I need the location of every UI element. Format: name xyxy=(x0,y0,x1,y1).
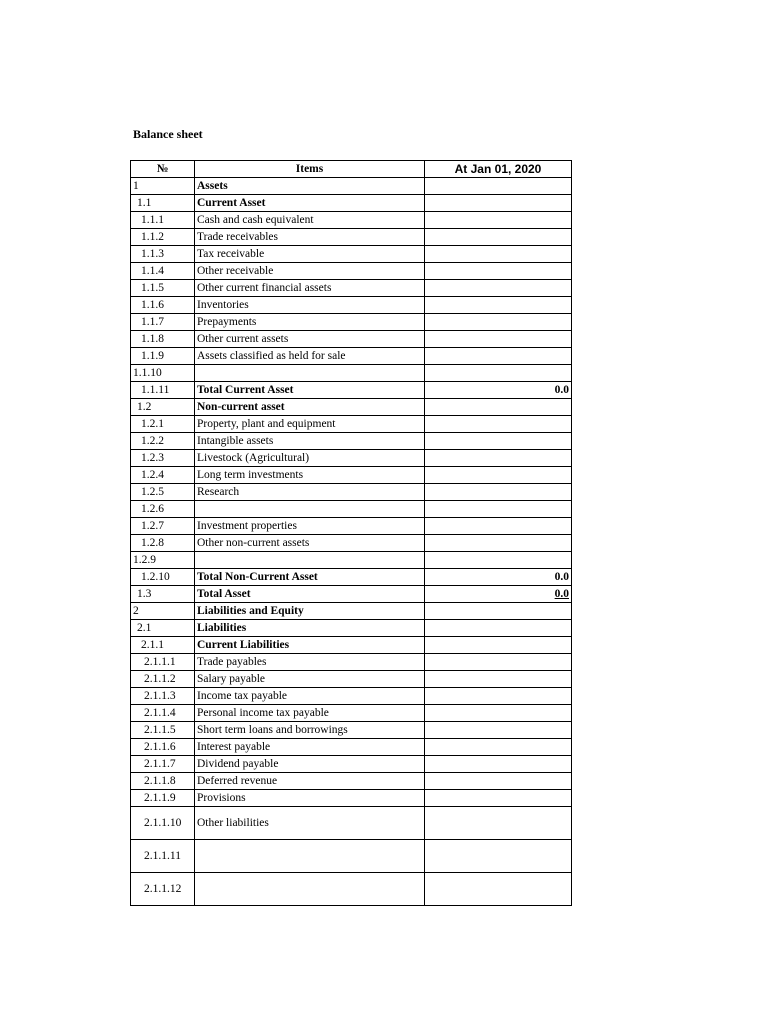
row-number-cell: 2.1.1.1 xyxy=(131,654,195,671)
row-value-cell xyxy=(425,620,572,637)
table-row xyxy=(131,705,572,722)
table-row xyxy=(131,756,572,773)
row-number-cell: 2.1.1.2 xyxy=(131,671,195,688)
row-item-cell: Personal income tax payable xyxy=(195,705,425,722)
row-number-cell: 1.2.10 xyxy=(131,569,195,586)
row-number-cell: 2.1.1.6 xyxy=(131,739,195,756)
row-value-cell xyxy=(425,314,572,331)
table-row xyxy=(131,569,572,586)
row-item-cell: Inventories xyxy=(195,297,425,314)
row-value-cell xyxy=(425,382,572,399)
row-item-cell xyxy=(195,552,425,569)
header-value: At Jan 01, 2020 xyxy=(425,161,572,178)
row-number-cell: 1.2.4 xyxy=(131,467,195,484)
row-value-cell xyxy=(425,688,572,705)
row-item-cell xyxy=(195,365,425,382)
row-value-text: 0.0 xyxy=(554,383,569,396)
row-number-cell: 1.1.6 xyxy=(131,297,195,314)
row-value-cell xyxy=(425,433,572,450)
table-row xyxy=(131,840,572,873)
row-item-cell: Assets xyxy=(195,178,425,195)
row-value-cell xyxy=(425,348,572,365)
row-value-cell xyxy=(425,569,572,586)
row-number-cell: 1.1.5 xyxy=(131,280,195,297)
row-number-cell: 1.2.1 xyxy=(131,416,195,433)
row-number-cell: 1.2.3 xyxy=(131,450,195,467)
row-item-cell: Liabilities xyxy=(195,620,425,637)
row-item-cell: Assets classified as held for sale xyxy=(195,348,425,365)
table-row xyxy=(131,280,572,297)
table-row xyxy=(131,671,572,688)
row-number-cell: 1.1.2 xyxy=(131,229,195,246)
row-item-cell: Investment properties xyxy=(195,518,425,535)
row-value-cell xyxy=(425,178,572,195)
table-row xyxy=(131,688,572,705)
row-value-cell xyxy=(425,790,572,807)
table-row xyxy=(131,501,572,518)
table-header-row xyxy=(131,161,572,178)
row-number-cell: 1.1.3 xyxy=(131,246,195,263)
table-row xyxy=(131,195,572,212)
table-row xyxy=(131,637,572,654)
row-item-cell: Trade payables xyxy=(195,654,425,671)
row-number-cell: 2.1.1.8 xyxy=(131,773,195,790)
row-value-cell xyxy=(425,586,572,603)
row-item-cell: Income tax payable xyxy=(195,688,425,705)
table-row xyxy=(131,467,572,484)
table-row xyxy=(131,552,572,569)
table-row xyxy=(131,382,572,399)
row-number-cell: 1.1 xyxy=(131,195,195,212)
row-item-cell: Long term investments xyxy=(195,467,425,484)
row-value-cell xyxy=(425,518,572,535)
row-number-cell: 1.2 xyxy=(131,399,195,416)
row-item-cell: Tax receivable xyxy=(195,246,425,263)
row-value-cell xyxy=(425,297,572,314)
row-value-cell xyxy=(425,399,572,416)
row-item-cell: Dividend payable xyxy=(195,756,425,773)
row-item-cell: Current Asset xyxy=(195,195,425,212)
row-value-cell xyxy=(425,840,572,873)
row-number-cell: 2.1.1.12 xyxy=(131,873,195,906)
row-number-cell: 2.1 xyxy=(131,620,195,637)
table-row xyxy=(131,263,572,280)
row-number-cell: 2.1.1.3 xyxy=(131,688,195,705)
row-item-cell: Non-current asset xyxy=(195,399,425,416)
row-value-cell xyxy=(425,501,572,518)
table-row xyxy=(131,399,572,416)
row-item-cell: Other receivable xyxy=(195,263,425,280)
table-row xyxy=(131,331,572,348)
row-number-cell: 1.2.5 xyxy=(131,484,195,501)
row-number-cell: 2.1.1 xyxy=(131,637,195,654)
row-number-cell: 1.1.7 xyxy=(131,314,195,331)
balance-sheet-table xyxy=(130,160,572,906)
row-value-cell xyxy=(425,195,572,212)
row-item-cell: Other current assets xyxy=(195,331,425,348)
row-value-cell xyxy=(425,484,572,501)
row-item-cell: Total Current Asset xyxy=(195,382,425,399)
row-item-cell: Provisions xyxy=(195,790,425,807)
row-number-cell: 1.1.11 xyxy=(131,382,195,399)
table-row xyxy=(131,586,572,603)
row-number-cell: 2 xyxy=(131,603,195,620)
row-value-cell xyxy=(425,416,572,433)
table-row xyxy=(131,212,572,229)
row-value-cell xyxy=(425,705,572,722)
row-item-cell: Trade receivables xyxy=(195,229,425,246)
row-number-cell: 1.1.8 xyxy=(131,331,195,348)
row-item-cell: Prepayments xyxy=(195,314,425,331)
row-item-cell: Total Non-Current Asset xyxy=(195,569,425,586)
row-value-cell xyxy=(425,212,572,229)
table-row xyxy=(131,790,572,807)
row-value-cell xyxy=(425,450,572,467)
document-title: Balance sheet xyxy=(133,127,203,141)
row-number-cell: 2.1.1.10 xyxy=(131,807,195,840)
row-number-cell: 1.3 xyxy=(131,586,195,603)
table-body xyxy=(131,178,572,906)
row-value-cell xyxy=(425,671,572,688)
row-item-cell: Deferred revenue xyxy=(195,773,425,790)
row-item-cell: Other non-current assets xyxy=(195,535,425,552)
row-item-cell: Salary payable xyxy=(195,671,425,688)
row-value-cell xyxy=(425,331,572,348)
table-row xyxy=(131,433,572,450)
row-item-cell: Other liabilities xyxy=(195,807,425,840)
row-value-text: 0.0 xyxy=(554,587,569,600)
row-item-cell: Liabilities and Equity xyxy=(195,603,425,620)
table-row xyxy=(131,297,572,314)
row-value-cell xyxy=(425,552,572,569)
header-items: Items xyxy=(195,161,425,178)
row-item-cell xyxy=(195,501,425,518)
row-value-cell xyxy=(425,873,572,906)
row-value-cell xyxy=(425,807,572,840)
row-number-cell: 1.2.9 xyxy=(131,552,195,569)
row-value-cell xyxy=(425,603,572,620)
table-row xyxy=(131,416,572,433)
row-number-cell: 1 xyxy=(131,178,195,195)
row-item-cell: Property, plant and equipment xyxy=(195,416,425,433)
table-row xyxy=(131,484,572,501)
row-item-cell: Intangible assets xyxy=(195,433,425,450)
table-row xyxy=(131,518,572,535)
row-value-cell xyxy=(425,739,572,756)
row-value-cell xyxy=(425,229,572,246)
row-item-cell: Livestock (Agricultural) xyxy=(195,450,425,467)
row-value-text: 0.0 xyxy=(554,570,569,583)
row-value-cell xyxy=(425,263,572,280)
row-value-cell xyxy=(425,637,572,654)
row-item-cell: Interest payable xyxy=(195,739,425,756)
row-item-cell xyxy=(195,873,425,906)
row-number-cell: 2.1.1.9 xyxy=(131,790,195,807)
row-number-cell: 1.1.9 xyxy=(131,348,195,365)
row-number-cell: 1.1.1 xyxy=(131,212,195,229)
table-row xyxy=(131,450,572,467)
table-row xyxy=(131,178,572,195)
row-value-cell xyxy=(425,365,572,382)
table-row xyxy=(131,722,572,739)
row-item-cell: Short term loans and borrowings xyxy=(195,722,425,739)
row-item-cell: Current Liabilities xyxy=(195,637,425,654)
row-value-cell xyxy=(425,246,572,263)
row-value-cell xyxy=(425,722,572,739)
table-row xyxy=(131,314,572,331)
table-row xyxy=(131,620,572,637)
row-value-cell xyxy=(425,773,572,790)
row-value-cell xyxy=(425,280,572,297)
row-value-cell xyxy=(425,535,572,552)
row-number-cell: 1.2.7 xyxy=(131,518,195,535)
table-row xyxy=(131,246,572,263)
table-row xyxy=(131,739,572,756)
table-row xyxy=(131,535,572,552)
table-row xyxy=(131,654,572,671)
row-item-cell: Other current financial assets xyxy=(195,280,425,297)
row-value-cell xyxy=(425,756,572,773)
row-number-cell: 1.1.10 xyxy=(131,365,195,382)
table-row xyxy=(131,365,572,382)
table-row xyxy=(131,873,572,906)
row-value-cell xyxy=(425,654,572,671)
row-item-cell: Total Asset xyxy=(195,586,425,603)
row-number-cell: 1.2.8 xyxy=(131,535,195,552)
row-number-cell: 1.2.2 xyxy=(131,433,195,450)
table-row xyxy=(131,773,572,790)
row-item-cell: Research xyxy=(195,484,425,501)
table-row xyxy=(131,807,572,840)
table-row xyxy=(131,348,572,365)
row-number-cell: 1.2.6 xyxy=(131,501,195,518)
row-number-cell: 2.1.1.4 xyxy=(131,705,195,722)
row-number-cell: 1.1.4 xyxy=(131,263,195,280)
row-number-cell: 2.1.1.5 xyxy=(131,722,195,739)
row-item-cell xyxy=(195,840,425,873)
table-row xyxy=(131,603,572,620)
table-row xyxy=(131,229,572,246)
row-value-cell xyxy=(425,467,572,484)
header-number: № xyxy=(131,161,195,178)
row-item-cell: Cash and cash equivalent xyxy=(195,212,425,229)
row-number-cell: 2.1.1.7 xyxy=(131,756,195,773)
row-number-cell: 2.1.1.11 xyxy=(131,840,195,873)
